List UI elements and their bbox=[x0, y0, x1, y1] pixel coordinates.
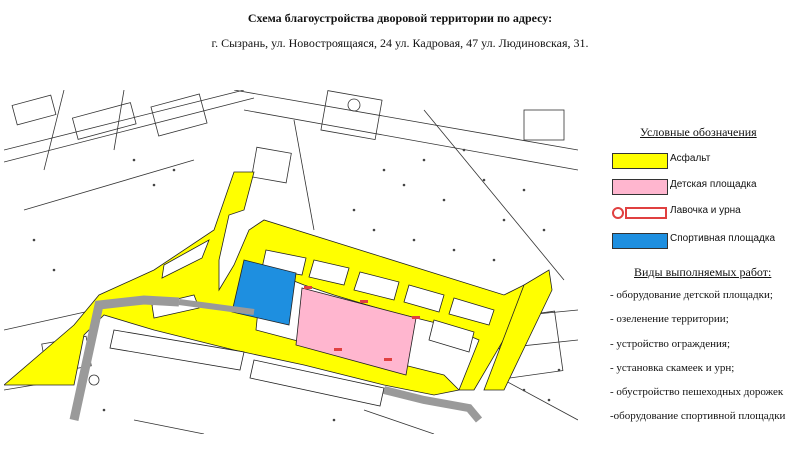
legend-item-bench bbox=[612, 204, 792, 220]
legend-item-asphalt bbox=[612, 152, 792, 168]
legend-label: Лавочка и урна bbox=[670, 205, 741, 216]
legend-item-playground bbox=[612, 178, 792, 194]
legend-label: Детская площадка bbox=[670, 179, 757, 190]
legend-title: Условные обозначения bbox=[640, 125, 757, 139]
work-item: - оборудование детской площадки; bbox=[610, 289, 773, 301]
work-item: - устройство ограждения; bbox=[610, 338, 731, 350]
legend-label: Асфальт bbox=[670, 153, 711, 164]
works-title: Виды выполняемых работ: bbox=[634, 265, 772, 279]
legend-item-sports bbox=[612, 232, 792, 248]
work-item: - озеленение территории; bbox=[610, 313, 729, 325]
work-item: - обустройство пешеходных дорожек bbox=[610, 386, 784, 398]
legend-label: Спортивная площадка bbox=[670, 233, 775, 244]
asphalt-swatch bbox=[612, 153, 668, 169]
sports-swatch bbox=[612, 233, 668, 249]
site-map bbox=[4, 90, 578, 434]
work-item: - установка скамеек и урн; bbox=[610, 362, 735, 374]
address-line: г. Сызрань, ул. Новостроящаяся, 24 ул. Кадровая, 47 ул. Людиновская, 31. bbox=[211, 36, 589, 50]
work-item: -оборудование спортивной площадки bbox=[610, 410, 786, 422]
playground-swatch bbox=[612, 179, 668, 195]
page-title: Схема благоустройства дворовой территории по адресу: bbox=[247, 11, 553, 25]
bench-urn-icon bbox=[612, 205, 668, 221]
